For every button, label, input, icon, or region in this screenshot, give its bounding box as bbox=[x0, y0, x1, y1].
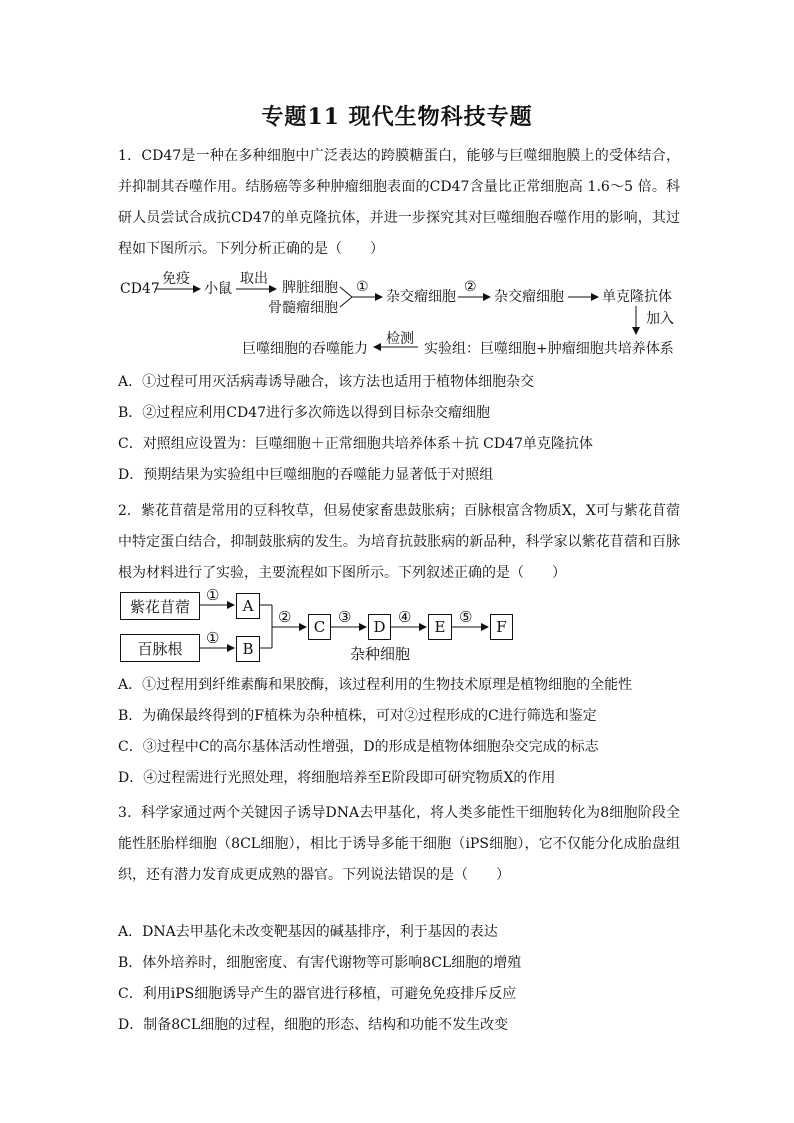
question-3-option-b: B．体外培养时，细胞密度、有害代谢物等可影响8CL细胞的增殖 bbox=[118, 955, 522, 971]
myeloma-cell-label: 骨髓瘤细胞 bbox=[268, 300, 338, 316]
question-1-option-c: C．对照组应设置为：巨噬细胞＋正常细胞共培养体系＋抗 CD47单克隆抗体 bbox=[118, 436, 593, 452]
question-2-option-d: D．④过程需进行光照处理，将细胞培养至E阶段即可研究物质X的作用 bbox=[118, 770, 556, 786]
node-d: D bbox=[368, 614, 391, 640]
question-1-option-b: B．②过程应利用CD47进行多次筛选以得到目标杂交瘤细胞 bbox=[118, 405, 491, 421]
experiment-group-label: 实验组：巨噬细胞+肿瘤细胞共培养体系 bbox=[424, 341, 674, 357]
detect-label: 检测 bbox=[386, 331, 414, 347]
monoclonal-antibody-label: 单克隆抗体 bbox=[602, 289, 672, 305]
node-b: B bbox=[236, 636, 260, 662]
step-2-label: ② bbox=[464, 279, 477, 295]
step-1b-label: ① bbox=[206, 629, 220, 647]
add-label: 加入 bbox=[646, 311, 674, 327]
alfalfa-box: 紫花苜蓿 bbox=[120, 592, 200, 620]
question-3-stem: 3．科学家通过两个关键因子诱导DNA去甲基化，将人类多能性干细胞转化为8细胞阶段全能性胚胎样细胞（8CL细胞），相比于诱导多能干细胞（iPS细胞），它不仅能分化成胎盘组织，还有潜力发育成更成熟的器官。下列说法错误的是（ ） bbox=[118, 805, 680, 883]
question-3-option-d: D．制备8CL细胞的过程，细胞的形态、结构和功能不发生改变 bbox=[118, 1017, 509, 1033]
hybridoma-cell-2-label: 杂交瘤细胞 bbox=[494, 289, 564, 305]
question-3-option-c: C．利用iPS细胞诱导产生的器官进行移植，可避免免疫排斥反应 bbox=[118, 986, 517, 1002]
step-1-label: ① bbox=[356, 279, 369, 295]
page-title: 专题11 现代生物科技专题 bbox=[261, 104, 533, 130]
immunize-label: 免疫 bbox=[162, 271, 190, 287]
step-5-label: ⑤ bbox=[459, 608, 473, 626]
step-3-label: ③ bbox=[338, 608, 352, 626]
hybrid-cell-label: 杂种细胞 bbox=[350, 645, 411, 663]
question-1-stem: 1．CD47是一种在多种细胞中广泛表达的跨膜糖蛋白，能够与巨噬细胞膜上的受体结合，并抑制其吞噬作用。结肠癌等多种肿瘤细胞表面的CD47含量比正常细胞高 1.6～5 倍。科研人员尝试合成抗CD47的单克隆抗体，并进一步探究其对巨噬细胞吞噬作用的影响，其过程如下图所示。下列分析正确的是（ ） bbox=[118, 148, 680, 257]
step-2-label-q2: ② bbox=[278, 608, 292, 626]
question-2-stem: 2．紫花苜蓿是常用的豆科牧草，但易使家畜患鼓胀病；百脉根富含物质X，X可与紫花苜蓿中特定蛋白结合，抑制鼓胀病的发生。为培育抗鼓胀病的新品种，科学家以紫花苜蓿和百脉根为材料进行了实验，主要流程如下图所示。下列叙述正确的是（ ） bbox=[118, 503, 680, 581]
node-a: A bbox=[236, 593, 260, 619]
take-out-label: 取出 bbox=[240, 271, 268, 287]
node-f: F bbox=[490, 614, 513, 640]
mouse-label: 小鼠 bbox=[204, 281, 232, 297]
step-4-label: ④ bbox=[398, 608, 412, 626]
phagocytic-ability-label: 巨噬细胞的吞噬能力 bbox=[242, 341, 368, 357]
question-1-option-a: A．①过程可用灭活病毒诱导融合，该方法也适用于植物体细胞杂交 bbox=[118, 374, 535, 390]
question-2-option-b: B．为确保最终得到的F植株为杂种植株，可对②过程形成的C进行筛选和鉴定 bbox=[118, 708, 597, 724]
node-e: E bbox=[428, 614, 452, 640]
lotus-box: 百脉根 bbox=[120, 634, 200, 662]
step-1a-label: ① bbox=[206, 586, 220, 604]
question-2-option-c: C．③过程中C的高尔基体活动性增强，D的形成是植物体细胞杂交完成的标志 bbox=[118, 739, 599, 755]
hybridoma-cell-1-label: 杂交瘤细胞 bbox=[386, 289, 456, 305]
question-3-option-a: A．DNA去甲基化未改变靶基因的碱基排序，利于基因的表达 bbox=[118, 924, 498, 940]
question-1-option-d: D．预期结果为实验组中巨噬细胞的吞噬能力显著低于对照组 bbox=[118, 467, 494, 483]
cd47-label: CD47 bbox=[120, 281, 160, 297]
node-c: C bbox=[308, 614, 331, 640]
spleen-cell-label: 脾脏细胞 bbox=[282, 280, 338, 296]
question-2-option-a: A．①过程用到纤维素酶和果胶酶，该过程利用的生物技术原理是植物细胞的全能性 bbox=[118, 677, 633, 693]
